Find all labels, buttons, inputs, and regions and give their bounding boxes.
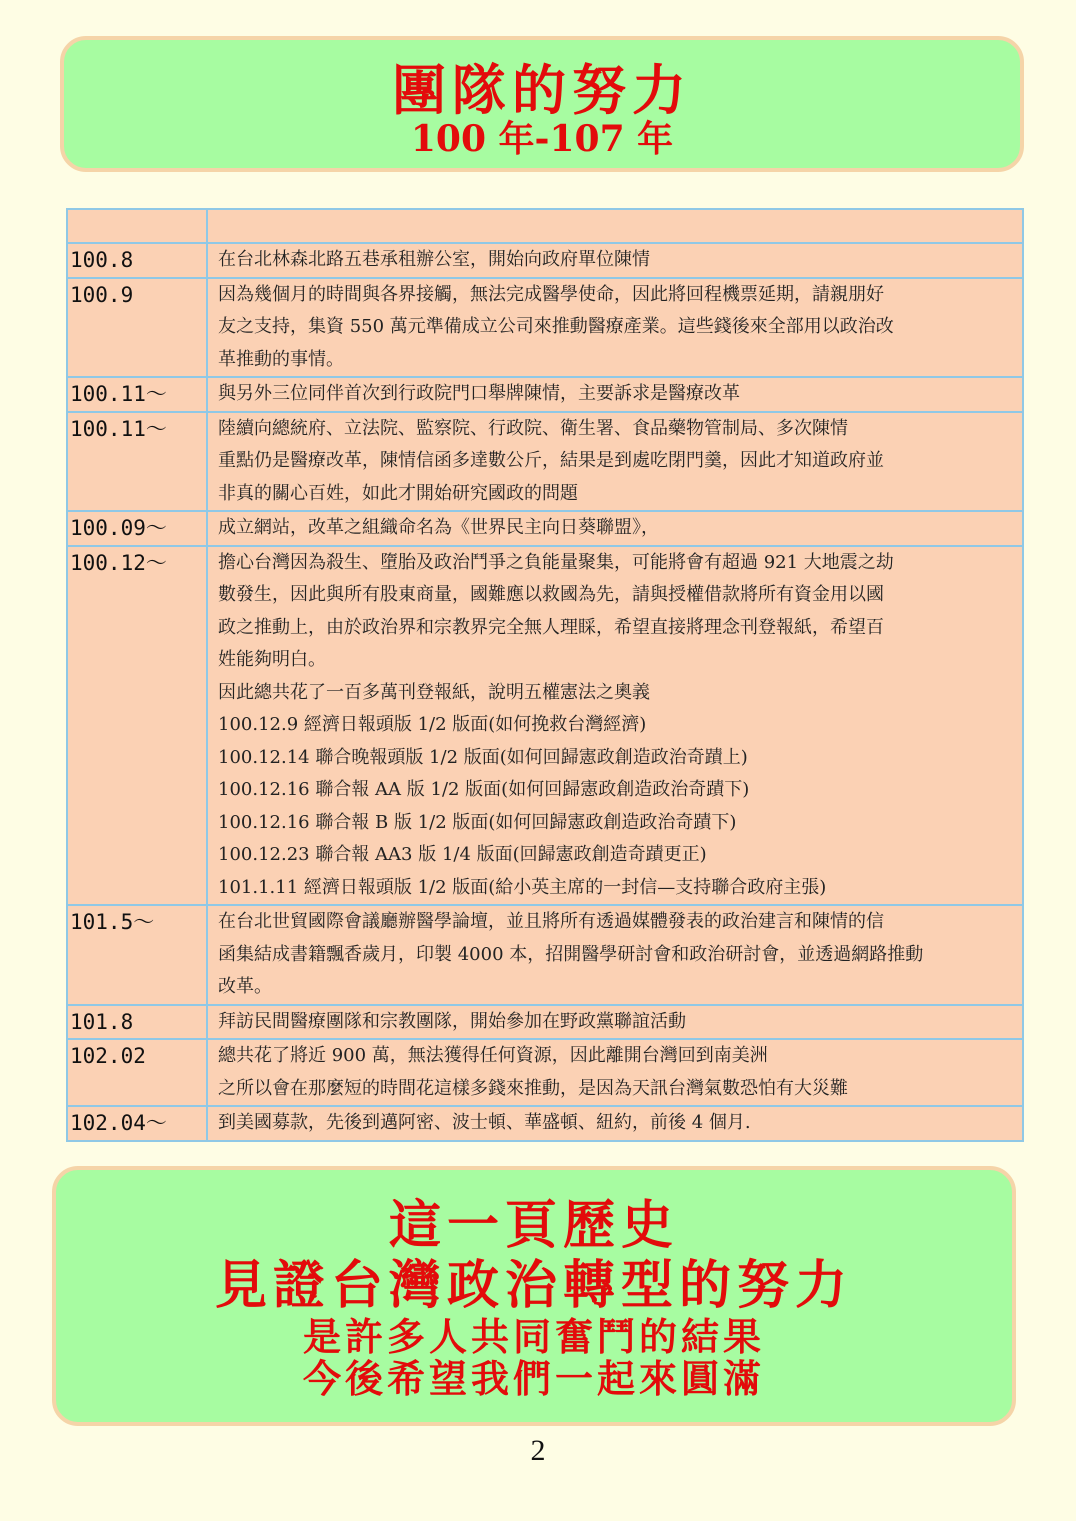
table-row (67, 377, 1023, 412)
row-date: 101.8 (67, 1005, 207, 1040)
row-event (207, 1106, 1023, 1141)
row-event-line: 成立網站，改革之組織命名為《世界民主向日葵聯盟》， (218, 517, 659, 538)
row-event (207, 1039, 1023, 1106)
row-event-line: 在台北世貿國際會議廳辦醫學論壇，並且將所有透過媒體發表的政治建言和陳情的信 (218, 911, 884, 932)
row-event (207, 412, 1023, 512)
page-number: 2 (530, 1434, 546, 1467)
closing-line-4: 今後希望我們一起來圓滿 (302, 1356, 765, 1401)
row-date: 102.04～ (67, 1106, 207, 1141)
table-row (67, 278, 1023, 378)
row-event-line: 之所以會在那麼短的時間花這樣多錢來推動，是因為天訊台灣氣數恐怕有大災難 (218, 1077, 848, 1099)
row-event-line: 因為幾個月的時間與各界接觸，無法完成醫學使命，因此將回程機票延期，請親朋好 (218, 283, 884, 305)
row-event-line: 改革。 (218, 976, 272, 997)
table-row (67, 412, 1023, 512)
closing-line-1: 這一頁歷史 (388, 1195, 679, 1256)
row-event (207, 377, 1023, 412)
table-row (67, 905, 1023, 1005)
table-row (67, 1039, 1023, 1106)
table-row (67, 1005, 1023, 1040)
row-date: 101.5～ (67, 905, 207, 1005)
row-date: 100.8 (67, 243, 207, 278)
row-event-line: 非真的關心百姓，如此才開始研究國政的問題 (218, 482, 578, 504)
row-event-line: 100.12.16 聯合報 AA 版 1/2 版面(如何回歸憲政創造政治奇蹟下) (218, 779, 750, 800)
header-banner (60, 36, 1024, 172)
row-event-line: 100.12.9 經濟日報頭版 1/2 版面(如何挽救台灣經濟) (218, 714, 647, 735)
row-event-line: 與另外三位同伴首次到行政院門口舉牌陳情，主要訴求是醫療改革 (218, 383, 740, 404)
row-event-line: 總共花了將近 900 萬，無法獲得任何資源，因此離開台灣回到南美洲 (218, 1045, 768, 1066)
table-row (67, 546, 1023, 906)
table-row (67, 511, 1023, 546)
row-event-line: 友之支持，集資 550 萬元準備成立公司來推動醫療產業。這些錢後來全部用以政治改 (218, 316, 894, 337)
row-event (207, 243, 1023, 278)
row-event (207, 511, 1023, 546)
table-row (67, 1106, 1023, 1141)
table-row (67, 243, 1023, 278)
row-event (207, 278, 1023, 378)
row-event-line: 因此總共花了一百多萬刊登報紙，說明五權憲法之奧義 (218, 681, 650, 703)
closing-banner (52, 1166, 1016, 1426)
row-event (207, 905, 1023, 1005)
row-event-line: 擔心台灣因為殺生、墮胎及政治鬥爭之負能量聚集，可能將會有超過 921 大地震之劫 (218, 551, 894, 573)
row-date: 102.02 (67, 1039, 207, 1106)
row-event-line: 重點仍是醫療改革，陳情信函多達數公斤，結果是到處吃閉門羹，因此才知道政府並 (218, 450, 884, 471)
row-event (207, 546, 1023, 906)
table-header-row (67, 209, 1023, 243)
row-event-line: 100.12.14 聯合晚報頭版 1/2 版面(如何回歸憲政創造政治奇蹟上) (218, 746, 748, 768)
row-date: 100.11～ (67, 412, 207, 512)
row-event-line: 拜訪民間醫療團隊和宗教團隊，開始參加在野政黨聯誼活動 (218, 1010, 686, 1032)
row-event-line: 數發生，因此與所有股東商量，國難應以救國為先，請與授權借款將所有資金用以國 (218, 584, 884, 605)
row-event-line: 100.12.16 聯合報 B 版 1/2 版面(如何回歸憲政創造政治奇蹟下) (218, 811, 737, 833)
closing-line-3: 是許多人共同奮鬥的結果 (302, 1314, 765, 1359)
row-event (207, 1005, 1023, 1040)
row-event-line: 在台北林森北路五巷承租辦公室，開始向政府單位陳情 (218, 249, 650, 270)
row-event-line: 陸續向總統府、立法院、監察院、行政院、衛生署、食品藥物管制局、多次陳情 (218, 417, 848, 439)
header-cell-event (207, 209, 1023, 243)
row-event-line: 到美國募款，先後到邁阿密、波士頓、華盛頓、紐約，前後 4 個月. (218, 1112, 751, 1133)
row-date: 100.9 (67, 278, 207, 378)
header-cell-date (67, 209, 207, 243)
closing-line-2: 見證台灣政治轉型的努力 (214, 1255, 853, 1316)
row-event-line: 101.1.11 經濟日報頭版 1/2 版面(給小英主席的一封信—支持聯合政府主張) (218, 876, 827, 898)
row-event-line: 函集結成書籍飄香歲月，印製 4000 本，招開醫學研討會和政治研討會，並透過網路推動 (218, 943, 924, 965)
row-event-line: 政之推動上，由於政治界和宗教界完全無人理睬，希望直接將理念刊登報紙，希望百 (218, 616, 884, 638)
row-event-line: 姓能夠明白。 (218, 649, 326, 670)
row-date: 100.09～ (67, 511, 207, 546)
timeline-table (66, 208, 1024, 1142)
page-title: 團隊的努力 (392, 58, 692, 122)
row-date: 100.11～ (67, 377, 207, 412)
row-event-line: 革推動的事情。 (218, 348, 344, 370)
row-event-line: 100.12.23 聯合報 AA3 版 1/4 版面(回歸憲政創造奇蹟更正) (218, 844, 707, 865)
page-subtitle: 100 年-107 年 (410, 118, 674, 160)
row-date: 100.12～ (67, 546, 207, 906)
